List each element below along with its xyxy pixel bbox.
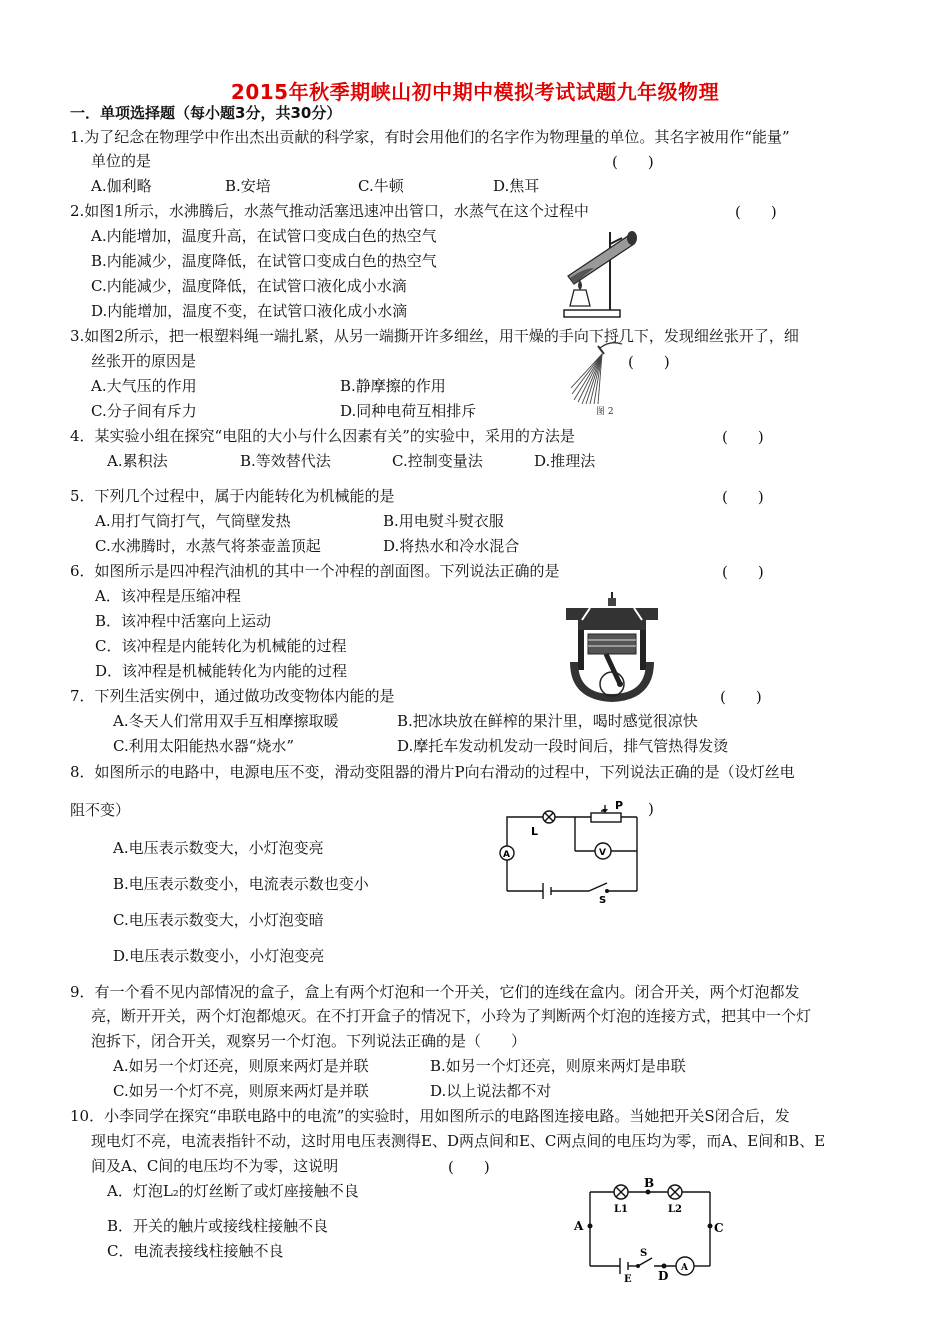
q5-option-c: C.水沸腾时，水蒸气将茶壶盖顶起 bbox=[95, 537, 321, 555]
q9-option-d: D.以上说法都不对 bbox=[430, 1082, 552, 1100]
q4-option-d: D.推理法 bbox=[534, 452, 596, 470]
q10-label-l2: L2 bbox=[668, 1204, 682, 1215]
q9-option-b: B.如另一个灯还亮，则原来两灯是串联 bbox=[430, 1057, 686, 1075]
q2-answer-paren: ( ) bbox=[735, 203, 777, 221]
q4-answer-paren: ( ) bbox=[722, 428, 764, 446]
q10-label-l1: L1 bbox=[614, 1204, 628, 1215]
q10-option-b: B．开关的触片或接线柱接触不良 bbox=[107, 1217, 329, 1235]
q8-label-voltmeter: V bbox=[599, 848, 606, 858]
q7-option-a: A.冬天人们常用双手互相摩擦取暖 bbox=[113, 712, 339, 730]
q9-stem-line3: 泡拆下，闭合开关，观察另一个灯泡。下列说法正确的是（ ） bbox=[91, 1032, 527, 1050]
q8-label-p: P bbox=[615, 799, 624, 812]
q7-stem: 7．下列生活实例中，通过做功改变物体内能的是 bbox=[70, 687, 395, 705]
q5-option-a: A.用打气筒打气，气筒壁发热 bbox=[95, 512, 291, 530]
q8-option-d: D.电压表示数变小，小灯泡变亮 bbox=[113, 947, 325, 965]
q1-option-b: B.安培 bbox=[225, 177, 271, 195]
q10-stem-line3: 间及A、C间的电压均不为零，这说明 bbox=[91, 1157, 339, 1175]
q4-option-b: B.等效替代法 bbox=[240, 452, 331, 470]
q10-option-c: C．电流表接线柱接触不良 bbox=[107, 1242, 284, 1260]
q5-option-d: D.将热水和冷水混合 bbox=[383, 537, 520, 555]
q1-answer-paren: ( ) bbox=[612, 153, 654, 171]
q2-option-d: D.内能增加，温度不变，在试管口液化成小水滴 bbox=[91, 302, 408, 320]
q10-stem-line1: 10．小李同学在探究“串联电路中的电流”的实验时，用如图所示的电路图连接电路。当她把开关S闭合后，发 bbox=[70, 1107, 790, 1125]
q10-label-a: A bbox=[574, 1219, 584, 1233]
q3-answer-paren: ( ) bbox=[628, 353, 670, 371]
q4-stem: 4．某实验小组在探究“电阻的大小与什么因素有关”的实验中，采用的方法是 bbox=[70, 427, 575, 445]
q3-stem-line1: 3.如图2所示，把一根塑料绳一端扎紧，从另一端撕开许多细丝，用干燥的手向下捋几下，发现细丝张开了，细 bbox=[70, 327, 799, 345]
figure-2-plastic-rope bbox=[570, 330, 630, 416]
q10-label-ammeter: A bbox=[681, 1263, 688, 1273]
q8-option-c: C.电压表示数变大，小灯泡变暗 bbox=[113, 911, 324, 929]
q8-label-ammeter: A bbox=[503, 850, 510, 860]
q10-label-d: D bbox=[658, 1269, 669, 1283]
q2-option-b: B.内能减少，温度降低，在试管口变成白色的热空气 bbox=[91, 252, 437, 270]
q8-stem-line2: 阻不变） bbox=[70, 801, 131, 819]
q3-option-c: C.分子间有斥力 bbox=[91, 402, 197, 420]
q10-label-e: E bbox=[624, 1274, 632, 1285]
q5-answer-paren: ( ) bbox=[722, 488, 764, 506]
figure-2-caption: 图 2 bbox=[596, 407, 614, 416]
q3-option-a: A.大气压的作用 bbox=[91, 377, 197, 395]
q7-option-b: B.把冰块放在鲜榨的果汁里，喝时感觉很凉快 bbox=[397, 712, 698, 730]
q8-option-a: A.电压表示数变大，小灯泡变亮 bbox=[113, 839, 324, 857]
q6-option-d: D．该冲程是机械能转化为内能的过程 bbox=[95, 662, 348, 680]
q5-stem: 5．下列几个过程中，属于内能转化为机械能的是 bbox=[70, 487, 395, 505]
figure-q8-circuit bbox=[495, 795, 655, 905]
q2-option-c: C.内能减少，温度降低，在试管口液化成小水滴 bbox=[91, 277, 407, 295]
q6-stem: 6．如图所示是四冲程汽油机的其中一个冲程的剖面图。下列说法正确的是 bbox=[70, 562, 560, 580]
q10-stem-line2: 现电灯不亮，电流表指针不动，这时用电压表测得E、D两点间和E、C两点间的电压均为零，而A、E间和B、E bbox=[91, 1132, 826, 1150]
q10-label-c: C bbox=[714, 1221, 724, 1235]
q8-label-switch: S bbox=[599, 895, 607, 905]
q10-answer-paren: ( ) bbox=[448, 1158, 490, 1176]
q9-stem-line2: 亮，断开开关，两个灯泡都熄灭。在不打开盒子的情况下，小玲为了判断两个灯泡的连接方式，把其中一个灯 bbox=[91, 1007, 812, 1025]
q8-label-l: L bbox=[531, 825, 539, 838]
q10-option-a: A．灯泡L₂的灯丝断了或灯座接触不良 bbox=[107, 1182, 359, 1200]
q10-label-b: B bbox=[644, 1176, 655, 1190]
section-heading: 一．单项选择题（每小题3分，共30分） bbox=[70, 104, 342, 122]
q2-option-a: A.内能增加，温度升高，在试管口变成白色的热空气 bbox=[91, 227, 437, 245]
q8-option-b: B.电压表示数变小，电流表示数也变小 bbox=[113, 875, 369, 893]
q1-stem-line2: 单位的是 bbox=[91, 152, 152, 170]
q10-label-s: S bbox=[640, 1248, 648, 1259]
figure-q10-circuit bbox=[572, 1176, 732, 1286]
figure-engine-cross-section bbox=[560, 590, 664, 706]
q3-option-b: B.静摩擦的作用 bbox=[340, 377, 446, 395]
q6-option-a: A．该冲程是压缩冲程 bbox=[95, 587, 241, 605]
q8-stem-line1: 8．如图所示的电路中，电源电压不变，滑动变阻器的滑片P向右滑动的过程中，下列说法正确的是（设灯丝电 bbox=[70, 763, 795, 781]
q1-option-a: A.伽利略 bbox=[91, 177, 152, 195]
q6-answer-paren: ( ) bbox=[722, 563, 764, 581]
q7-option-d: D.摩托车发动机发动一段时间后，排气管热得发烫 bbox=[397, 737, 729, 755]
q4-option-c: C.控制变量法 bbox=[392, 452, 483, 470]
q6-option-c: C．该冲程是内能转化为机械能的过程 bbox=[95, 637, 347, 655]
q3-stem-line2: 丝张开的原因是 bbox=[91, 352, 197, 370]
figure-1-test-tube-apparatus bbox=[560, 224, 640, 320]
page-title: 2015年秋季期峡山初中期中模拟考试试题九年级物理 bbox=[230, 80, 720, 104]
q4-option-a: A.累积法 bbox=[107, 452, 168, 470]
q3-option-d: D.同种电荷互相排斥 bbox=[340, 402, 477, 420]
q5-option-b: B.用电熨斗熨衣服 bbox=[383, 512, 504, 530]
q9-option-a: A.如另一个灯还亮，则原来两灯是并联 bbox=[113, 1057, 369, 1075]
q7-option-c: C.利用太阳能热水器“烧水” bbox=[113, 737, 295, 755]
q1-stem-line1: 1.为了纪念在物理学中作出杰出贡献的科学家，有时会用他们的名字作为物理量的单位。其名字被用作“能量” bbox=[70, 128, 790, 146]
q1-option-c: C.牛顿 bbox=[358, 177, 404, 195]
q2-stem: 2.如图1所示，水沸腾后，水蒸气推动活塞迅速冲出管口，水蒸气在这个过程中 bbox=[70, 202, 589, 220]
q9-option-c: C.如另一个灯不亮，则原来两灯是并联 bbox=[113, 1082, 369, 1100]
q7-answer-paren: ( ) bbox=[720, 688, 762, 706]
q1-option-d: D.焦耳 bbox=[493, 177, 540, 195]
q6-option-b: B．该冲程中活塞向上运动 bbox=[95, 612, 272, 630]
q8-answer-paren: ) bbox=[648, 800, 654, 818]
q9-stem-line1: 9．有一个看不见内部情况的盒子，盒上有两个灯泡和一个开关，它们的连线在盒内。闭合开关，两个灯泡都发 bbox=[70, 983, 800, 1001]
